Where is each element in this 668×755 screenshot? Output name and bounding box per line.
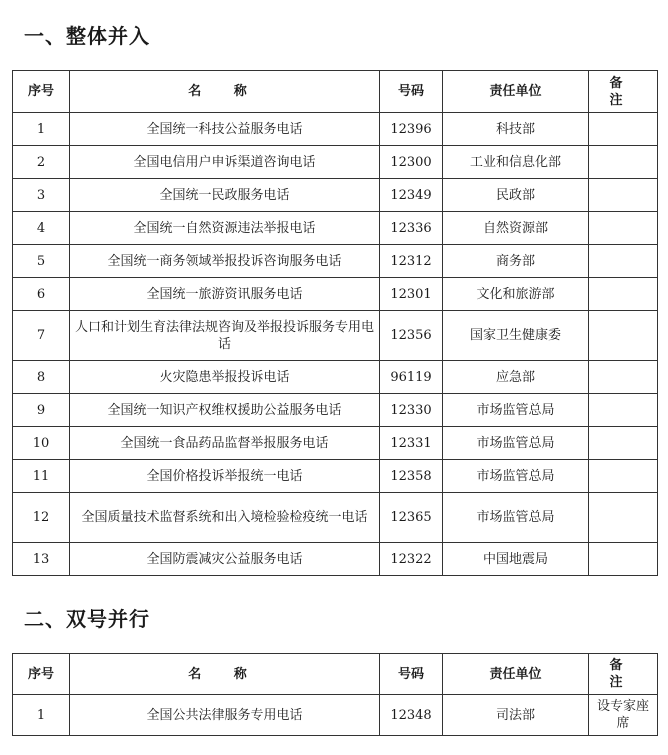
cell-code: 12356: [380, 311, 443, 361]
cell-unit: 文化和旅游部: [443, 278, 589, 311]
cell-code: 12336: [380, 212, 443, 245]
cell-note: [589, 394, 658, 427]
cell-note: [589, 179, 658, 212]
cell-note: [589, 245, 658, 278]
cell-name: 全国质量技术监督系统和出入境检验检疫统一电话: [70, 493, 380, 543]
cell-note: [589, 212, 658, 245]
cell-code: 12349: [380, 179, 443, 212]
cell-num: 2: [13, 146, 70, 179]
cell-code: 12396: [380, 113, 443, 146]
cell-note: [589, 427, 658, 460]
cell-code: 12300: [380, 146, 443, 179]
cell-name: 全国公共法律服务专用电话: [70, 695, 380, 736]
table-row: [13, 311, 658, 361]
cell-code: 96119: [380, 361, 443, 394]
cell-note: 设专家座席: [589, 695, 658, 736]
cell-num: 5: [13, 245, 70, 278]
cell-unit: 市场监管总局: [443, 493, 589, 543]
cell-code: 12301: [380, 278, 443, 311]
cell-unit: 市场监管总局: [443, 427, 589, 460]
table-row: [13, 493, 658, 543]
cell-code: 12322: [380, 543, 443, 576]
table-row: [13, 460, 658, 493]
cell-unit: 司法部: [443, 695, 589, 736]
cell-name: 全国统一民政服务电话: [70, 179, 380, 212]
cell-num: 11: [13, 460, 70, 493]
cell-note: [589, 146, 658, 179]
cell-name: 全国统一商务领域举报投诉咨询服务电话: [70, 245, 380, 278]
cell-unit: 民政部: [443, 179, 589, 212]
table-row: [13, 361, 658, 394]
cell-note: [589, 311, 658, 361]
cell-unit: 应急部: [443, 361, 589, 394]
cell-code: 12348: [380, 695, 443, 736]
cell-code: 12365: [380, 493, 443, 543]
cell-num: 13: [13, 543, 70, 576]
cell-unit: 科技部: [443, 113, 589, 146]
cell-unit: 自然资源部: [443, 212, 589, 245]
cell-unit: 商务部: [443, 245, 589, 278]
merged-hotlines-table: [12, 70, 658, 576]
cell-unit: 中国地震局: [443, 543, 589, 576]
cell-note: [589, 460, 658, 493]
cell-code: 12331: [380, 427, 443, 460]
header-num: 序号: [13, 654, 70, 695]
header-unit: 责任单位: [443, 654, 589, 695]
cell-name: 全国统一食品药品监督举报服务电话: [70, 427, 380, 460]
table-row: [13, 394, 658, 427]
header-name: 名 称: [70, 71, 380, 113]
table-row: [13, 427, 658, 460]
cell-unit: 工业和信息化部: [443, 146, 589, 179]
cell-note: [589, 278, 658, 311]
header-note: 备 注: [589, 71, 658, 113]
cell-name: 全国统一科技公益服务电话: [70, 113, 380, 146]
cell-unit: 市场监管总局: [443, 394, 589, 427]
table-row: [13, 245, 658, 278]
cell-name: 全国统一知识产权维权援助公益服务电话: [70, 394, 380, 427]
table-header-row: [13, 654, 658, 695]
header-unit: 责任单位: [443, 71, 589, 113]
header-num: 序号: [13, 71, 70, 113]
table-row: [13, 543, 658, 576]
cell-code: 12358: [380, 460, 443, 493]
cell-num: 1: [13, 695, 70, 736]
cell-code: 12312: [380, 245, 443, 278]
cell-num: 4: [13, 212, 70, 245]
cell-name: 全国价格投诉举报统一电话: [70, 460, 380, 493]
cell-note: [589, 543, 658, 576]
cell-note: [589, 113, 658, 146]
table-row: [13, 278, 658, 311]
cell-num: 10: [13, 427, 70, 460]
cell-num: 9: [13, 394, 70, 427]
header-name: 名 称: [70, 654, 380, 695]
header-code: 号码: [380, 654, 443, 695]
cell-note: [589, 493, 658, 543]
cell-num: 8: [13, 361, 70, 394]
cell-code: 12330: [380, 394, 443, 427]
section-2-title: 二、双号并行: [24, 607, 150, 631]
cell-num: 7: [13, 311, 70, 361]
cell-unit: 国家卫生健康委: [443, 311, 589, 361]
dual-number-table: [12, 653, 658, 736]
table-row: [13, 113, 658, 146]
cell-name: 全国防震减灾公益服务电话: [70, 543, 380, 576]
cell-num: 3: [13, 179, 70, 212]
table-row: [13, 695, 658, 736]
cell-name: 全国统一自然资源违法举报电话: [70, 212, 380, 245]
section-1-title: 一、整体并入: [24, 24, 150, 48]
cell-note: [589, 361, 658, 394]
cell-unit: 市场监管总局: [443, 460, 589, 493]
cell-num: 12: [13, 493, 70, 543]
table-header-row: [13, 71, 658, 113]
table-row: [13, 179, 658, 212]
header-note: 备 注: [589, 654, 658, 695]
cell-name: 火灾隐患举报投诉电话: [70, 361, 380, 394]
table-row: [13, 212, 658, 245]
cell-name: 人口和计划生育法律法规咨询及举报投诉服务专用电话: [70, 311, 380, 361]
cell-num: 1: [13, 113, 70, 146]
cell-num: 6: [13, 278, 70, 311]
header-code: 号码: [380, 71, 443, 113]
cell-name: 全国电信用户申诉渠道咨询电话: [70, 146, 380, 179]
cell-name: 全国统一旅游资讯服务电话: [70, 278, 380, 311]
table-row: [13, 146, 658, 179]
